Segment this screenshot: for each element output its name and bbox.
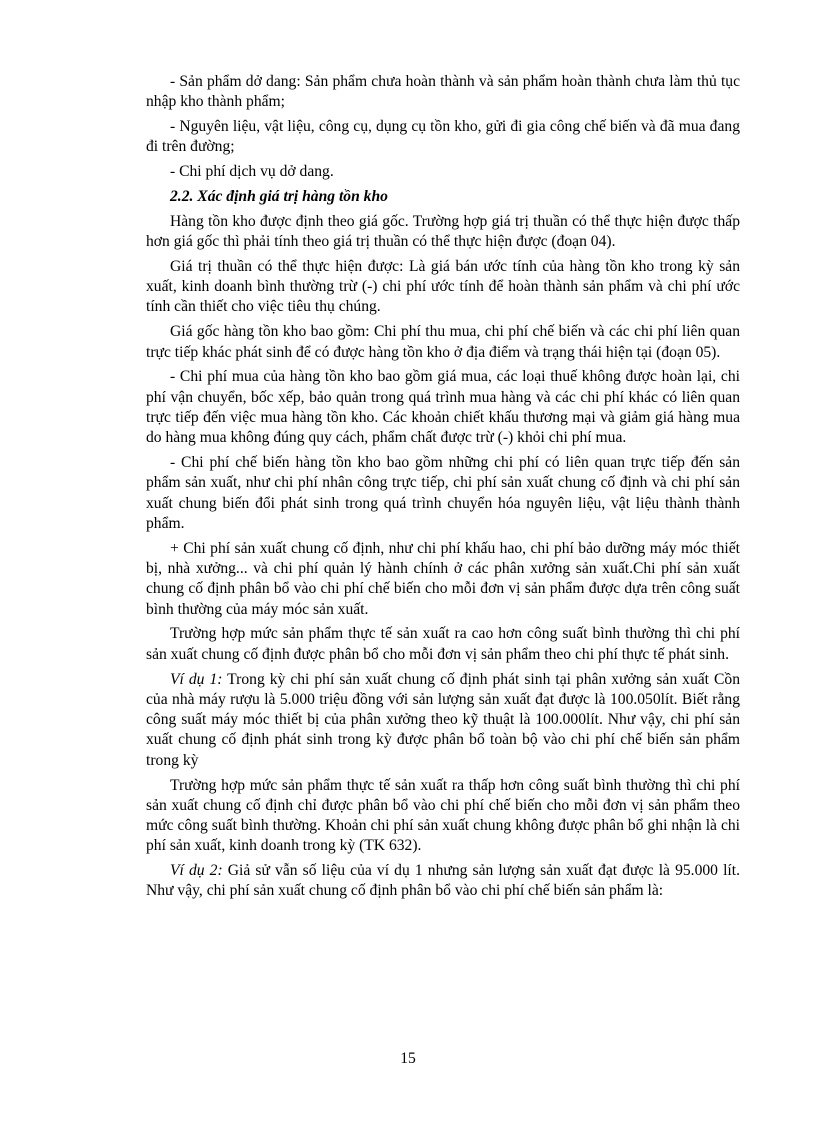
paragraph-example-2 — [146, 861, 740, 902]
paragraph-example-1 — [146, 670, 740, 771]
paragraph-wip-services: - Chi phí dịch vụ dở dang. — [170, 163, 334, 181]
example-1-label: Ví dụ 1: — [170, 670, 223, 688]
paragraph-lower-output: Trường hợp mức sản phẩm thực tế sản xuất ra thấp hơn công suất bình thường thì chi phí sản xuất chung cố định chỉ được phân bổ vào chi phí chế biến cho mỗi đơn vị sản phẩm theo mức công suất bình thường. Khoản chi phí sản xuất chung không được phân bổ ghi nhận là chi phí sản xuất, kinh doanh trong kỳ (TK 632). — [146, 776, 740, 855]
example-1-text: Trong kỳ chi phí sản xuất chung cố định phát sinh tại phân xưởng sản xuất Cồn của nhà máy rượu là 5.000 triệu đồng với sản lượng sản xuất đạt được là 100.050lít. Biết rằng công suất máy móc thiết bị của phân xưởng theo kỹ thuật là 100.000lít. Như vậy, chi phí sản xuất chung cố định phát sinh trong kỳ được phân bổ toàn bộ vào chi phí chế biến sản phẩm trong kỳ — [146, 670, 740, 769]
document-body — [146, 72, 740, 906]
page-number: 15 — [400, 1050, 416, 1067]
paragraph-wip-products: - Sản phẩm dở dang: Sản phẩm chưa hoàn thành và sản phẩm hoàn thành chưa làm thủ tục nhập kho thành phẩm; — [146, 73, 740, 111]
paragraph-net-realizable-value: Giá trị thuần có thể thực hiện được: Là giá bán ước tính của hàng tồn kho trong kỳ sản xuất, kinh doanh bình thường trừ (-) chi phí ước tính để hoàn thành sản phẩm và chi phí ước tính cần thiết cho việc tiêu thụ chúng. — [146, 257, 740, 316]
paragraph-processing-cost: - Chi phí chế biến hàng tồn kho bao gồm những chi phí có liên quan trực tiếp đến sản phẩm sản xuất, như chi phí nhân công trực tiếp, chi phí sản xuất chung cố định và chi phí sản xuất chung biến đổi phát sinh trong quá trình chuyển hóa nguyên liệu, vật liệu thành thành phẩm. — [146, 454, 740, 532]
paragraph-raw-materials: - Nguyên liệu, vật liệu, công cụ, dụng cụ tồn kho, gửi đi gia công chế biến và đã mua đang đi trên đường; — [146, 118, 740, 156]
example-2-label: Ví dụ 2: — [170, 862, 223, 880]
paragraph-cost-basis: Hàng tồn kho được định theo giá gốc. Trường hợp giá trị thuần có thể thực hiện được thấp hơn giá gốc thì phải tính theo giá trị thuần có thể thực hiện được (đoạn 04). — [146, 212, 740, 251]
example-2-text: Giả sử vẫn số liệu của ví dụ 1 nhưng sản lượng sản xuất đạt được là 95.000 lít. Như vậy, chi phí sản xuất chung cố định phân bổ vào chi phí chế biến sản phẩm là: — [146, 862, 740, 900]
paragraph-higher-output: Trường hợp mức sản phẩm thực tế sản xuất ra cao hơn công suất bình thường thì chi phí sản xuất chung cố định được phân bổ cho mỗi đơn vị sản phẩm theo chi phí thực tế phát sinh. — [146, 625, 740, 663]
paragraph-fixed-overhead: + Chi phí sản xuất chung cố định, như chi phí khấu hao, chi phí bảo dưỡng máy móc thiết bị, nhà xưởng... và chi phí quản lý hành chính ở các phân xưởng sản xuất.Chi phí sản xuất chung cố định phân bổ vào chi phí chế biến cho mỗi đơn vị sản phẩm được dựa trên công suất bình thường của máy móc sản xuất. — [146, 539, 740, 618]
paragraph-purchase-cost: - Chi phí mua của hàng tồn kho bao gồm giá mua, các loại thuế không được hoàn lại, chi phí vận chuyển, bốc xếp, bảo quản trong quá trình mua hàng và các chi phí khác có liên quan trực tiếp đến việc mua hàng tồn kho. Các khoản chiết khấu thương mại và giảm giá hàng mua do hàng mua không đúng quy cách, phẩm chất được trừ (-) khỏi chi phí mua. — [146, 368, 740, 447]
paragraph-original-cost: Giá gốc hàng tồn kho bao gồm: Chi phí thu mua, chi phí chế biến và các chi phí liên quan trực tiếp khác phát sinh để có được hàng tồn kho ở địa điểm và trạng thái hiện tại (đoạn 05). — [146, 323, 740, 361]
section-heading: 2.2. Xác định giá trị hàng tồn kho — [170, 187, 388, 205]
